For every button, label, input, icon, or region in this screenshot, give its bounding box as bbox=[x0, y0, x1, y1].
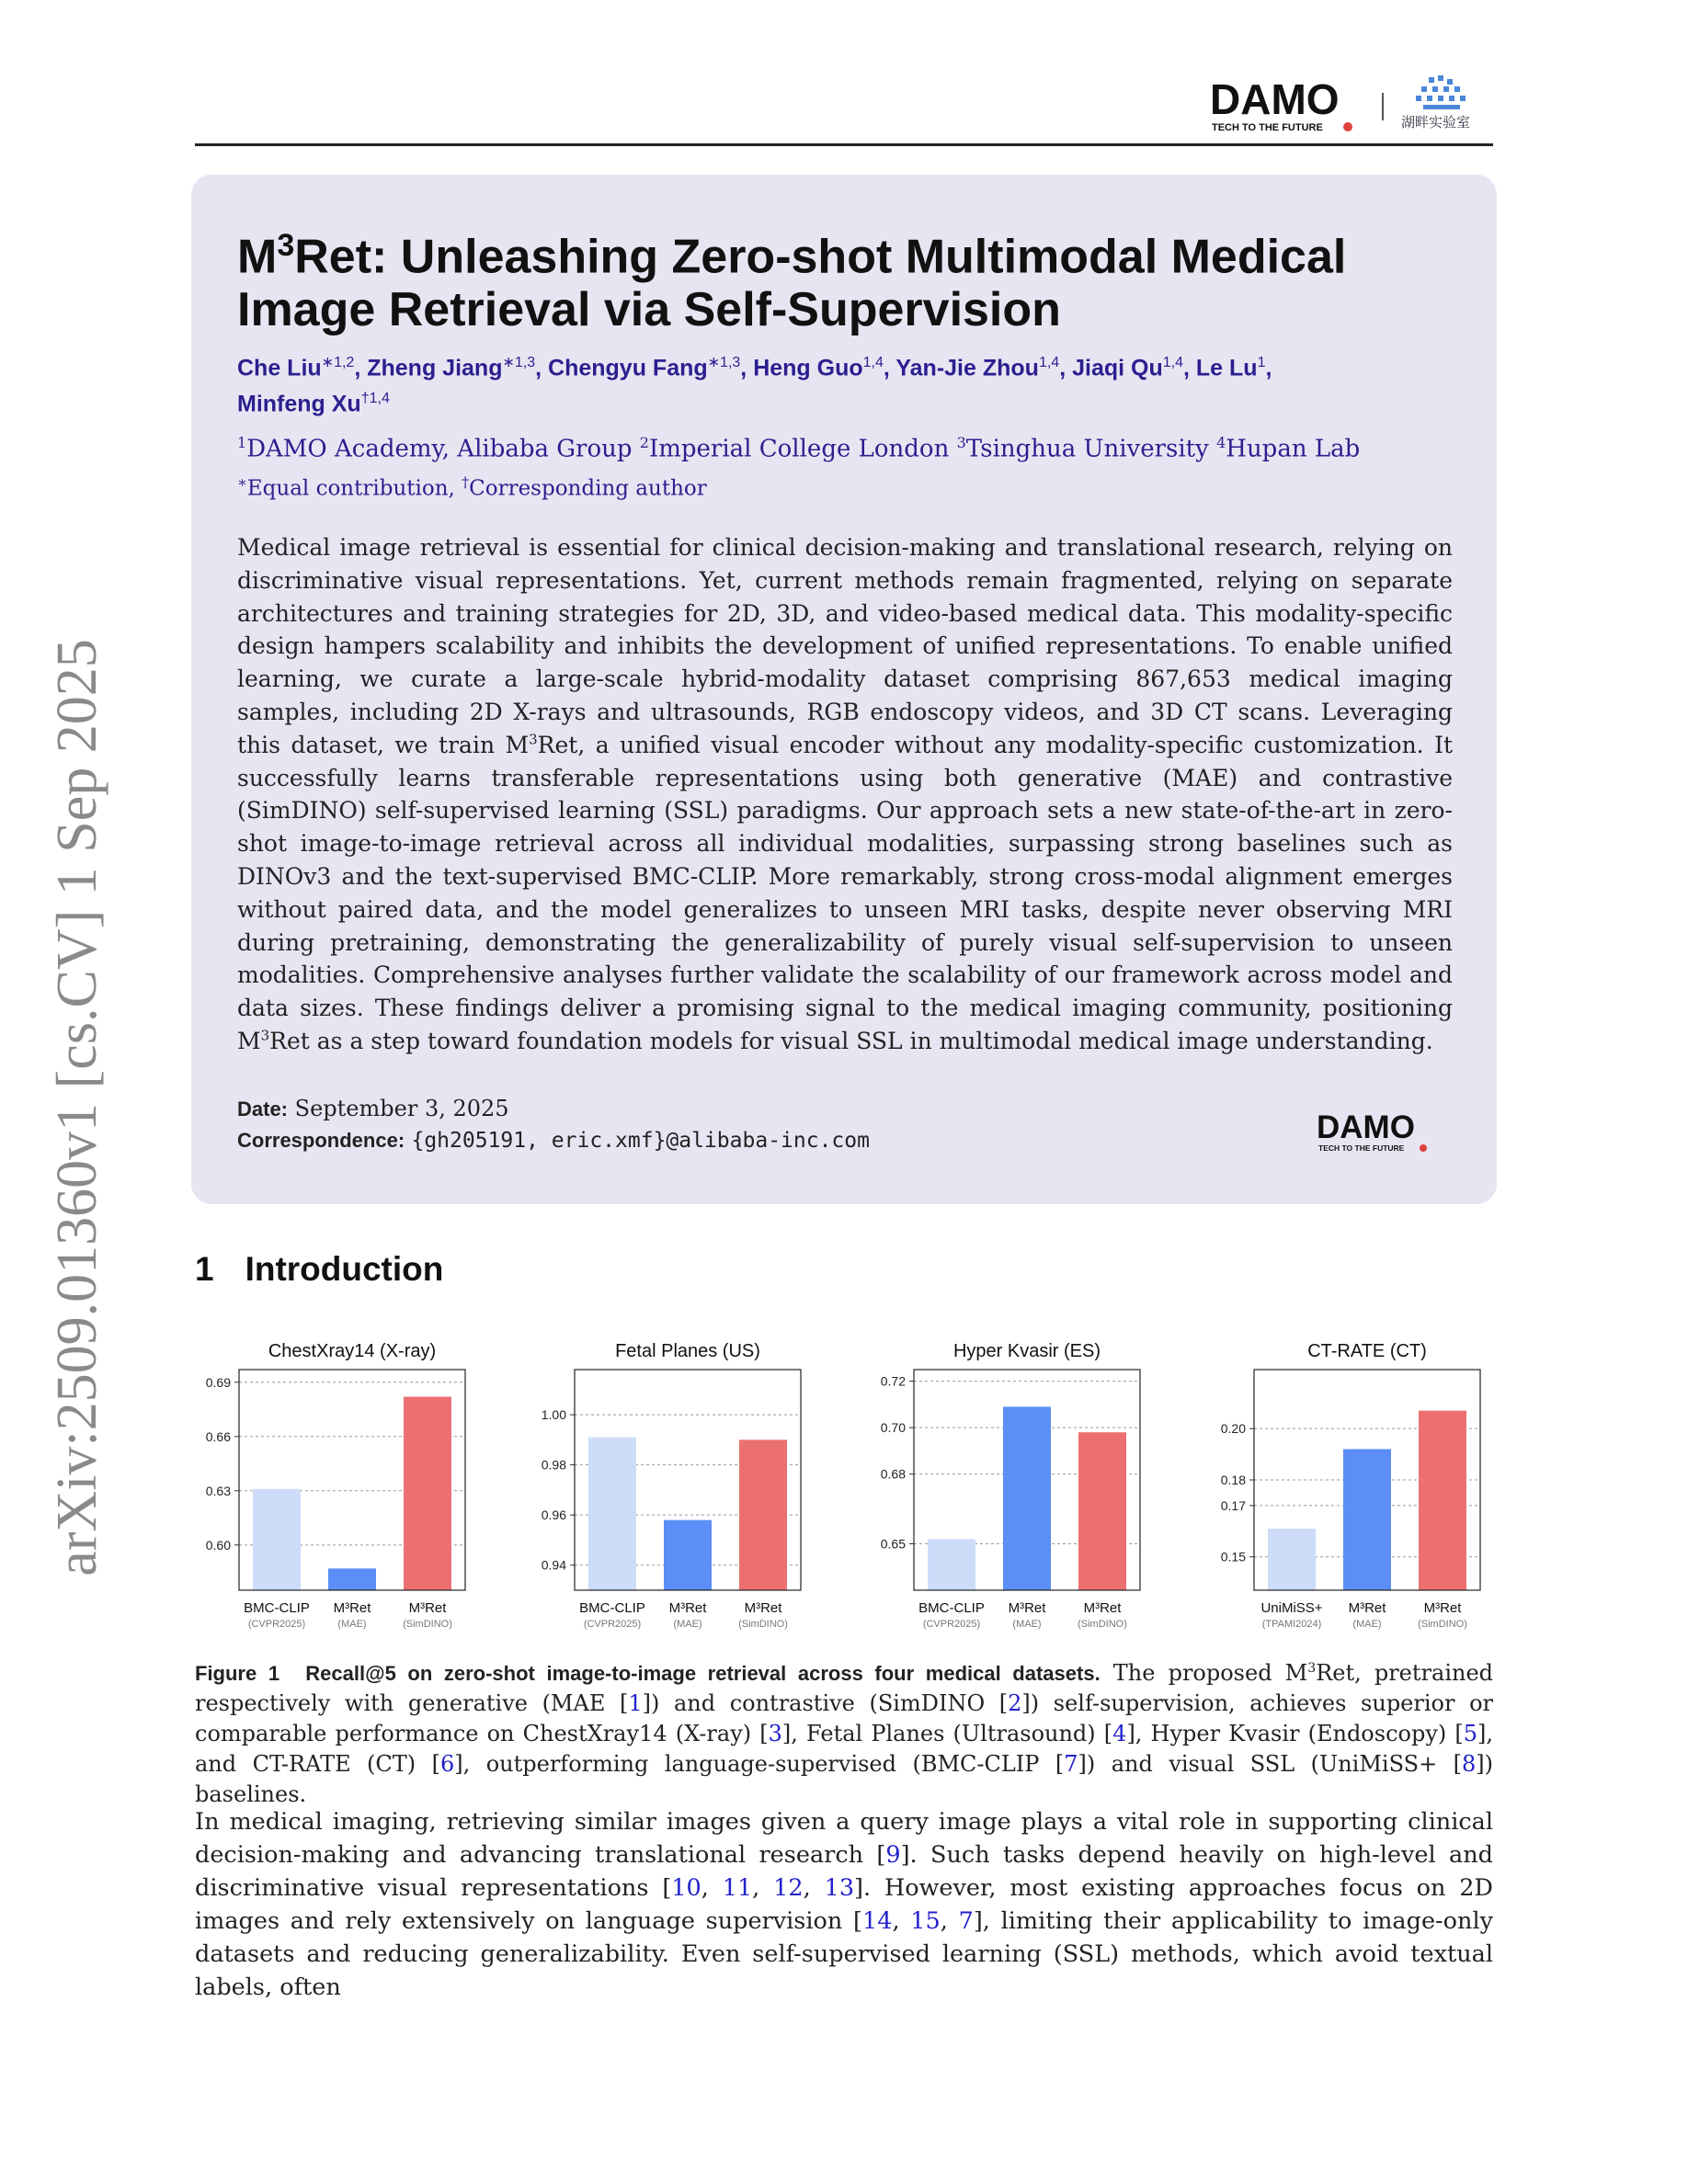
author-name: Yan-Jie Zhou bbox=[895, 355, 1039, 381]
x-tick-label: M³Ret bbox=[1083, 1600, 1122, 1616]
author-affiliation-marker: †1,4 bbox=[360, 391, 390, 407]
x-tick-label: BMC-CLIP bbox=[918, 1600, 985, 1616]
paper-title: $M^3Ret$: Unleashing Zero-shot Multimodal Medical Image Retrieval via Self-Supervision bbox=[237, 228, 1347, 337]
y-tick-label: 0.17 bbox=[1220, 1497, 1246, 1513]
citation-link[interactable]: 15 bbox=[910, 1907, 941, 1935]
bar bbox=[664, 1520, 712, 1590]
x-tick-label: BMC-CLIP bbox=[244, 1600, 310, 1616]
x-tick-label: M³Ret bbox=[333, 1600, 371, 1616]
damo-logo bbox=[1210, 77, 1366, 136]
bar bbox=[1419, 1411, 1466, 1590]
author-name: Chengyu Fang bbox=[548, 355, 708, 381]
chart-title: CT-RATE (CT) bbox=[1307, 1341, 1427, 1361]
citation-link[interactable]: 1 bbox=[628, 1690, 643, 1716]
bar bbox=[1268, 1529, 1316, 1590]
chart-title: ChestXray14 (X-ray) bbox=[268, 1341, 437, 1361]
x-tick-sublabel: (TPAMI2024) bbox=[1261, 1619, 1322, 1630]
x-tick-sublabel: (SimDINO) bbox=[738, 1619, 788, 1630]
x-tick-label: UniMiSS+ bbox=[1260, 1600, 1323, 1616]
chart-panel bbox=[1221, 1341, 1480, 1630]
date-value: September 3, 2025 bbox=[294, 1096, 509, 1121]
logo-separator bbox=[1382, 93, 1384, 120]
x-tick-label: M³Ret bbox=[744, 1600, 782, 1616]
citation-link[interactable]: 5 bbox=[1463, 1721, 1478, 1746]
lab-logo-text: 湖畔实验室 bbox=[1401, 114, 1471, 131]
bar bbox=[928, 1539, 975, 1590]
citation-link[interactable]: 10 bbox=[671, 1874, 701, 1902]
y-tick-label: 0.60 bbox=[205, 1537, 231, 1553]
bar bbox=[1078, 1432, 1126, 1590]
bar bbox=[1003, 1406, 1051, 1590]
section-title: Introduction bbox=[245, 1250, 444, 1288]
chart-panel bbox=[881, 1341, 1140, 1630]
citation-link[interactable]: 9 bbox=[885, 1841, 901, 1869]
figure-1-charts bbox=[184, 1324, 1499, 1655]
x-tick-sublabel: (MAE) bbox=[337, 1619, 367, 1630]
citation-link[interactable]: 7 bbox=[958, 1907, 974, 1935]
correspondence-line: Correspondence: {gh205191, eric.xmf}@alibaba-inc.com bbox=[237, 1129, 870, 1153]
y-tick-label: 0.15 bbox=[1220, 1549, 1246, 1564]
chart-panel bbox=[542, 1341, 801, 1630]
author-name: Le Lu bbox=[1195, 355, 1258, 381]
citation-link[interactable]: 7 bbox=[1064, 1751, 1078, 1777]
citation-link[interactable]: 13 bbox=[824, 1874, 855, 1902]
author-name: Jiaqi Qu bbox=[1072, 355, 1163, 381]
x-tick-label: M³Ret bbox=[1008, 1600, 1046, 1616]
bar bbox=[1343, 1450, 1391, 1590]
y-tick-label: 1.00 bbox=[541, 1407, 566, 1423]
citation-link[interactable]: 2 bbox=[1008, 1690, 1022, 1716]
x-tick-sublabel: (CVPR2025) bbox=[583, 1619, 642, 1630]
chart-title: Hyper Kvasir (ES) bbox=[952, 1341, 1101, 1361]
intro-paragraph: In medical imaging, retrieving similar images given a query image plays a vital role in supporting clinical decision-making and advancing translational research [9]. Such tasks depend heavily on high-level and discriminative visual representations [10, 11, 12, 13]. However, most existing approaches focus on 2D images and rely extensively on language supervision [14, 15, 7], limiting their applicability to image-only datasets and reducing generalizability. Even self-supervised learning (SSL) methods, which avoid textual labels, often bbox=[195, 1808, 1493, 2001]
chart-title: Fetal Planes (US) bbox=[615, 1341, 760, 1361]
bar bbox=[739, 1439, 787, 1590]
y-tick-label: 0.63 bbox=[205, 1483, 231, 1498]
damo-logo-text: DAMO bbox=[1210, 77, 1340, 123]
author-affiliation-marker: 1 bbox=[1257, 355, 1266, 370]
correspondence-email[interactable]: {gh205191, eric.xmf}@alibaba-inc.com bbox=[411, 1129, 870, 1153]
x-tick-sublabel: (SimDINO) bbox=[1078, 1619, 1127, 1630]
author-name: Zheng Jiang bbox=[367, 355, 503, 381]
author-name: Minfeng Xu bbox=[237, 391, 361, 417]
y-tick-label: 0.68 bbox=[880, 1466, 906, 1482]
citation-link[interactable]: 4 bbox=[1112, 1721, 1127, 1746]
y-tick-label: 0.18 bbox=[1220, 1473, 1246, 1487]
x-tick-label: M³Ret bbox=[408, 1600, 447, 1616]
y-tick-label: 0.20 bbox=[1220, 1421, 1246, 1437]
author-affiliation-marker: 1,4 bbox=[862, 355, 884, 370]
author-name: Heng Guo bbox=[753, 355, 863, 381]
x-tick-label: BMC-CLIP bbox=[579, 1600, 645, 1616]
y-tick-label: 0.66 bbox=[205, 1428, 231, 1444]
bar bbox=[328, 1568, 376, 1590]
contribution-note: ∗Equal contribution, †Corresponding author bbox=[237, 472, 707, 501]
y-tick-label: 0.72 bbox=[880, 1373, 906, 1389]
arxiv-identifier: arXiv:2509.01360v1 [cs.CV] 1 Sep 2025 bbox=[46, 639, 108, 1576]
x-tick-label: M³Ret bbox=[1348, 1600, 1386, 1616]
x-tick-sublabel: (SimDINO) bbox=[1418, 1619, 1467, 1630]
citation-link[interactable]: 12 bbox=[773, 1874, 804, 1902]
abstract-text: Medical image retrieval is essential for clinical decision-making and translational research, relying on discriminative visual representations. Yet, current methods remain fragmented, relying on separate architectures and training strategies for 2D, 3D, and video-based medical data. This modality-specific design hampers scalability and inhibits the development of unified representations. To enable unified learning, we curate a large-scale hybrid-modality dataset comprising 867,653 medical imaging samples, including 2D X-rays and ultrasounds, RGB endoscopy videos, and 3D CT scans. Leveraging this dataset, we train $M^3Ret$, a unified visual encoder without any modality-specific customization. It successfully learns transferable representations using both generative (MAE) and contrastive (SimDINO) self-supervised learning (SSL) paradigms. Our approach sets a new state-of-the-art in zero-shot image-to-image retrieval across all individual modalities, surpassing strong baselines such as DINOv3 and the text-supervised BMC-CLIP. More remarkably, strong cross-modal alignment emerges without paired data, and the model generalizes to unseen MRI tasks, despite never observing MRI during pretraining, demonstrating the generalizability of purely visual self-supervision to unseen modalities. Comprehensive analyses further validate the scalability of our framework across model and data sizes. These findings deliver a promising signal to the medical imaging community, positioning $M^3Ret$ as a step toward foundation models for visual SSL in multimodal medical image understanding. bbox=[237, 534, 1454, 1054]
citation-link[interactable]: 6 bbox=[439, 1751, 455, 1777]
bar bbox=[404, 1397, 451, 1590]
x-tick-sublabel: (SimDINO) bbox=[403, 1619, 452, 1630]
affiliation-line: $^1$DAMO Academy, Alibaba Group $^2$Imperial College London $^3$Tsinghua University $^4$Hupan Lab bbox=[237, 434, 1361, 463]
y-tick-label: 0.94 bbox=[541, 1557, 566, 1573]
x-tick-sublabel: (MAE) bbox=[1352, 1619, 1382, 1630]
damo-logo-small bbox=[1317, 1110, 1438, 1155]
x-tick-sublabel: (CVPR2025) bbox=[247, 1619, 306, 1630]
y-tick-label: 0.98 bbox=[541, 1457, 566, 1473]
bar bbox=[588, 1438, 636, 1590]
damo-tagline: TECH TO THE FUTURE bbox=[1212, 122, 1323, 133]
damo-logo-small-text: DAMO bbox=[1317, 1110, 1415, 1145]
x-tick-label: M³Ret bbox=[668, 1600, 707, 1616]
x-tick-sublabel: (CVPR2025) bbox=[922, 1619, 981, 1630]
author-affiliation-marker: ∗1,3 bbox=[502, 355, 536, 370]
author-affiliation-marker: 1,4 bbox=[1162, 355, 1183, 370]
header-rule bbox=[195, 143, 1493, 146]
author-name: Che Liu bbox=[237, 355, 322, 381]
section-number: 1 bbox=[195, 1250, 214, 1288]
date-line: Date: September 3, 2025 bbox=[237, 1096, 509, 1121]
author-affiliation-marker: ∗1,2 bbox=[321, 355, 355, 370]
author-affiliation-marker: ∗1,3 bbox=[707, 355, 741, 370]
damo-small-tagline: TECH TO THE FUTURE bbox=[1318, 1143, 1405, 1153]
y-tick-label: 0.69 bbox=[205, 1374, 231, 1390]
x-tick-sublabel: (MAE) bbox=[673, 1619, 702, 1630]
author-affiliation-marker: 1,4 bbox=[1038, 355, 1060, 370]
hupan-lab-logo bbox=[1399, 74, 1484, 136]
citation-link[interactable]: 3 bbox=[768, 1721, 782, 1746]
figure-1-caption: Figure 1 Recall@5 on zero-shot image-to-image retrieval across four medical datasets. The proposed $M^3Ret$, pretrained respectively with generative (MAE [1]) and contrastive (SimDINO [2]) self-supervision, achieves superior or comparable performance on ChestXray14 (X-ray) [3], Fetal Planes (Ultrasound) [4], Hyper Kvasir (Endoscopy) [5], and CT-RATE (CT) [6], outperforming language-supervised (BMC-CLIP [7]) and visual SSL (UniMiSS+ [8]) baselines. bbox=[195, 1660, 1494, 1807]
section-heading bbox=[195, 1250, 443, 1289]
y-tick-label: 0.96 bbox=[541, 1507, 566, 1523]
chart-panel bbox=[206, 1341, 465, 1630]
citation-link[interactable]: 8 bbox=[1462, 1751, 1477, 1777]
citation-link[interactable]: 11 bbox=[722, 1874, 753, 1902]
bar bbox=[253, 1489, 301, 1590]
x-tick-label: M³Ret bbox=[1423, 1600, 1462, 1616]
affiliations bbox=[237, 427, 1460, 505]
y-tick-label: 0.65 bbox=[880, 1536, 906, 1552]
citation-link[interactable]: 14 bbox=[862, 1907, 893, 1935]
author-list: Che Liu$^{∗1,2}$, Zheng Jiang$^{∗1,3}$, Chengyu Fang$^{∗1,3}$, Heng Guo$^{1,4}$, Yan-Jie Zhou$^{1,4}$, Jiaqi Qu$^{1,4}$, Le Lu$^1$, Minfeng Xu$^{\dagger 1,4}$ bbox=[237, 355, 1272, 417]
x-tick-sublabel: (MAE) bbox=[1012, 1619, 1042, 1630]
y-tick-label: 0.70 bbox=[880, 1420, 906, 1436]
